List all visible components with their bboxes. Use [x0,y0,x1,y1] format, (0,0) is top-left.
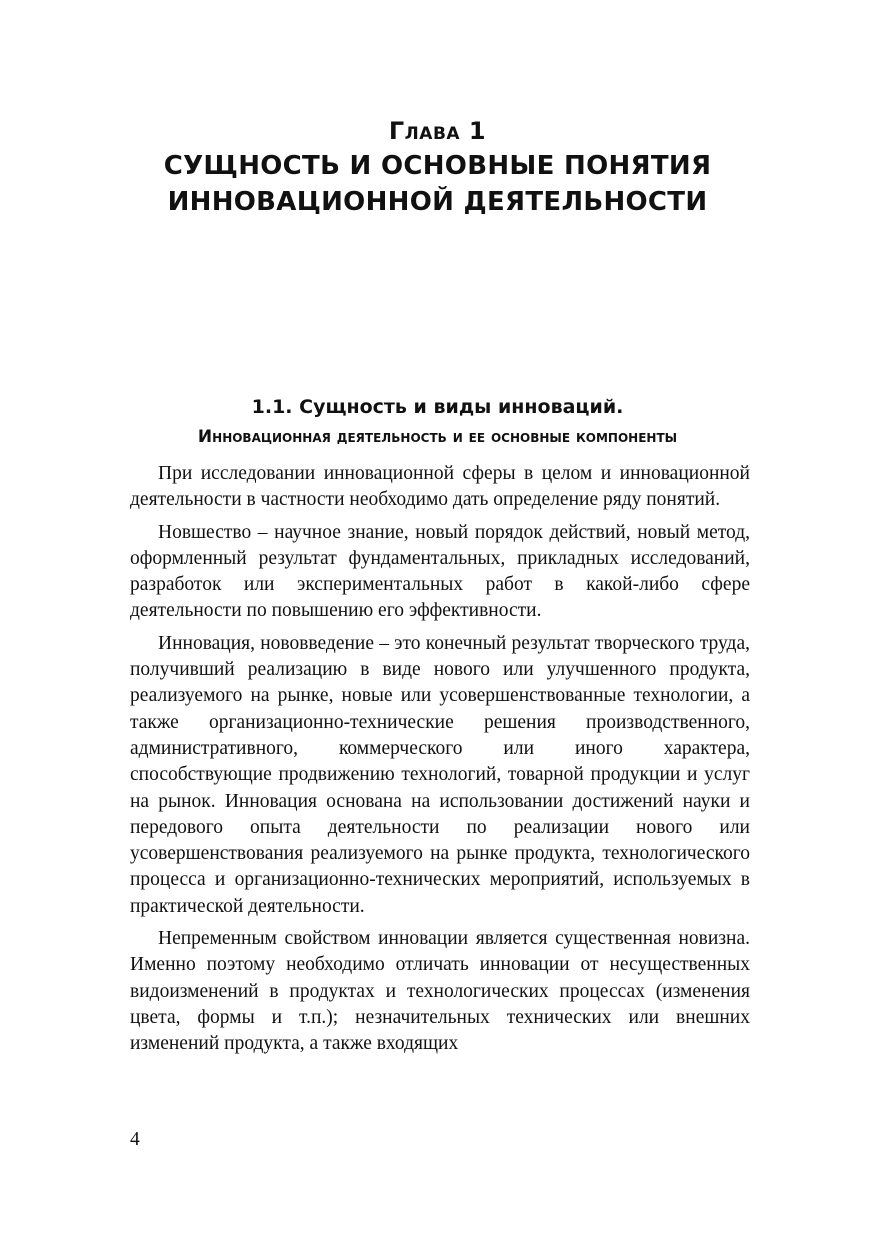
paragraph: Непременным свойством инновации является существенная новизна. Именно поэтому необходимо отличать инновации от несущественных видоизменений в продуктах и технологических процессах (изменения цвета, формы и т.п.); незначительных технических или внешних изменений продукта, а также входящих [130,928,750,1055]
chapter-label: Глава 1 [388,117,487,145]
chapter-title-line-1: СУЩНОСТЬ И ОСНОВНЫЕ ПОНЯТИЯ [163,151,712,181]
section-title: 1.1. Сущность и виды инноваций. [251,396,624,418]
chapter-title-line-2: ИННОВАЦИОННОЙ ДЕЯТЕЛЬНОСТИ [167,187,708,217]
page-number: 4 [130,1129,140,1150]
section-subtitle: Инновационная деятельность и ее основные компоненты [197,427,678,447]
body-text [130,461,750,1064]
section-header [0,393,875,451]
paragraph: Инновация, нововведение – это конечный результат творческого труда, получивший реализацию в виде нового или улучшенного продукта, реализуемого на рынке, новые или усовершенствованные технологии, а также организационно-технические решения производственного, административного, коммерческого или иного характера, способствующие продвижению технологий, товарной продукции и услуг на рынок. Инновация основана на использовании достижений науки и передового опыта деятельности по реализации нового или усовершенствования реализуемого на рынке продукта, технологического процесса и организационно-технических мероприятий, используемых в практической деятельности. [130,632,750,917]
paragraph: Новшество – научное знание, новый порядок действий, новый метод, оформленный результат фундаментальных, прикладных исследований, разработок или экспериментальных работ в какой-либо сфере деятельности по повышению его эффективности. [130,521,750,622]
chapter-header [0,114,875,220]
paragraph: При исследовании инновационной сферы в целом и инновационной деятельности в частности необходимо дать определение ряду понятий. [130,463,750,511]
